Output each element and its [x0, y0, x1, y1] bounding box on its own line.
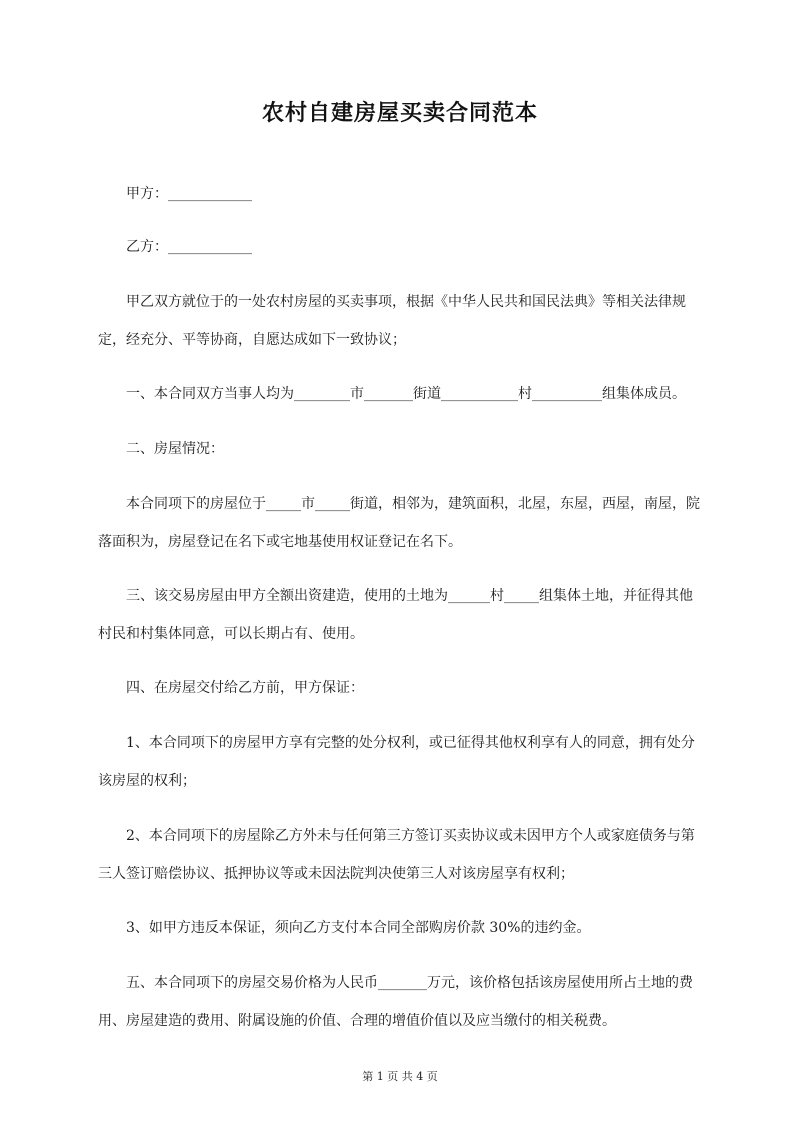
guarantee-3-paragraph: 3、如甲方违反本保证，须向乙方支付本合同全部购房价款 30%的违约金。: [126, 920, 591, 936]
preamble-paragraph: 甲乙双方就位于的一处农村房屋的买卖事项，根据《中华人民共和国民法典》等相关法律规定，经充分、平等协商，自愿达成如下一致协议；: [98, 294, 686, 348]
clause-5-paragraph: 五、本合同项下的房屋交易价格为人民币_______万元，该价格包括该房屋使用所占土地的费用、房屋建造的费用、附属设施的价值、合理的增值价值以及应当缴付的相关税费。: [98, 975, 693, 1029]
party-a-line: 甲方：____________: [126, 186, 252, 202]
clause-2-heading: 二、房屋情况：: [126, 441, 224, 457]
clause-1-paragraph: 一、本合同双方当事人均为________市_______街道___________村__________组集体成员。: [126, 386, 686, 402]
clause-3-paragraph: 三、该交易房屋由甲方全额出资建造，使用的土地为______村_____组集体土地，并征得其他村民和村集体同意，可以长期占有、使用。: [98, 588, 693, 642]
house-info-paragraph: 本合同项下的房屋位于_____市_____街道，相邻为，建筑面积，北屋，东屋，西屋，南屋，院落面积为，房屋登记在名下或宅地基使用权证登记在名下。: [98, 496, 700, 550]
clause-4-heading: 四、在房屋交付给乙方前，甲方保证：: [126, 680, 364, 696]
party-b-line: 乙方：____________: [126, 239, 252, 255]
page-number-footer: 第 1 页 共 4 页: [362, 1070, 438, 1083]
guarantee-2-paragraph: 2、本合同项下的房屋除乙方外未与任何第三方签订买卖协议或未因甲方个人或家庭债务与第三人签订赔偿协议、抵押协议等或未因法院判决使第三人对该房屋享有权利；: [98, 828, 695, 882]
document-title: 农村自建房屋买卖合同范本: [261, 101, 538, 126]
guarantee-1-paragraph: 1、本合同项下的房屋甲方享有完整的处分权利，或已征得其他权利享有人的同意，拥有处分该房屋的权利；: [98, 735, 695, 789]
